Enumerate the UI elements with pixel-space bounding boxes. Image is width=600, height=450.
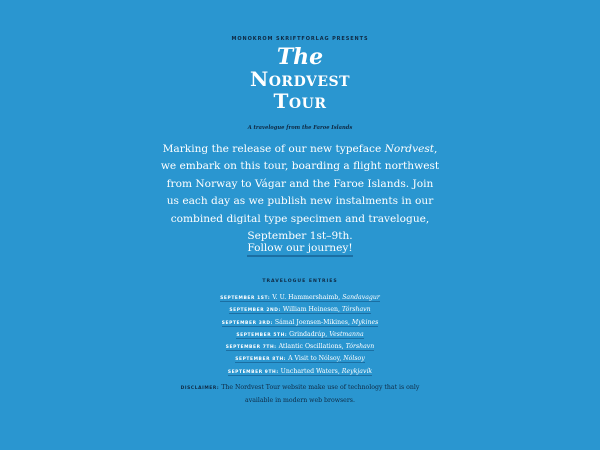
entry-title: Atlantic Oscillations, bbox=[276, 343, 346, 351]
title-nordvest: Nordvest bbox=[249, 67, 351, 91]
intro-typeface-name: Nordvest bbox=[384, 143, 435, 155]
page-title bbox=[0, 46, 600, 112]
title-the: The bbox=[276, 44, 324, 70]
entry-title: Sámal Joensen-Mikines, bbox=[272, 318, 352, 326]
entry-title: V. U. Hammershaimb, bbox=[270, 294, 343, 301]
entry-place: Sandavagur bbox=[342, 294, 380, 301]
entry-item bbox=[0, 353, 600, 365]
entry-place: Vestmanna bbox=[329, 330, 364, 338]
entry-link-sept-5[interactable] bbox=[236, 331, 363, 339]
entry-place: Tórshavn bbox=[341, 306, 371, 314]
disclaimer bbox=[180, 382, 420, 407]
entry-place: Reykjavík bbox=[341, 367, 373, 375]
subtitle: A travelogue from the Faroe Islands bbox=[247, 125, 353, 131]
entry-title: Grindadráp, bbox=[287, 330, 330, 338]
entry-place: Mykines bbox=[351, 318, 379, 326]
entry-link-sept-2[interactable] bbox=[229, 306, 370, 314]
entries-list bbox=[0, 292, 600, 378]
entry-date: SEPTEMBER 1ST: bbox=[220, 296, 271, 301]
entries-heading: TRAVELOGUE ENTRIES bbox=[262, 279, 338, 284]
entry-item bbox=[0, 341, 600, 353]
intro-paragraph bbox=[160, 141, 440, 245]
entry-item bbox=[0, 329, 600, 341]
entry-place: Nólsoy bbox=[343, 355, 365, 363]
follow-journey-link[interactable]: Follow our journey! bbox=[247, 242, 352, 257]
title-tour: Tour bbox=[273, 89, 327, 113]
entry-item bbox=[0, 366, 600, 378]
follow-container bbox=[0, 236, 600, 255]
entry-title: Uncharted Waters, bbox=[278, 367, 342, 375]
entry-date: SEPTEMBER 2ND: bbox=[229, 308, 281, 314]
intro-text-1: Marking the release of our new typeface bbox=[162, 143, 385, 155]
entry-date: SEPTEMBER 8TH: bbox=[235, 357, 287, 363]
entry-link-sept-9[interactable] bbox=[228, 368, 372, 376]
entry-link-sept-3[interactable] bbox=[222, 319, 379, 327]
entry-title: A Visit to Nólsoy, bbox=[286, 355, 344, 363]
entry-link-sept-1[interactable] bbox=[220, 294, 380, 302]
disclaimer-label: DISCLAIMER: bbox=[180, 386, 220, 391]
entry-date: SEPTEMBER 3RD: bbox=[221, 320, 273, 326]
entry-date: SEPTEMBER 9TH: bbox=[227, 369, 279, 375]
intro-text-2: , we embark on this tour, boarding a flight northwest from Norway to Vágar and the Faroe Islands. Join us each day as we publish new instalments in our combined digital type specimen and travelogue, September 1st–9th. bbox=[160, 143, 440, 243]
entry-item bbox=[0, 317, 600, 329]
entry-item bbox=[0, 304, 600, 316]
entry-date: SEPTEMBER 5TH: bbox=[236, 332, 288, 338]
entry-place: Tórshavn bbox=[345, 343, 375, 351]
presents-label: MONOKROM SKRIFTFORLAG PRESENTS bbox=[231, 36, 369, 42]
entry-link-sept-8[interactable] bbox=[235, 355, 365, 363]
entry-date: SEPTEMBER 7TH: bbox=[225, 345, 277, 351]
disclaimer-text: The Nordvest Tour website make use of technology that is only available in modern web browsers. bbox=[219, 384, 420, 404]
entry-item bbox=[0, 292, 600, 304]
entry-title: William Heinesen, bbox=[280, 306, 342, 314]
entry-link-sept-7[interactable] bbox=[226, 343, 375, 351]
